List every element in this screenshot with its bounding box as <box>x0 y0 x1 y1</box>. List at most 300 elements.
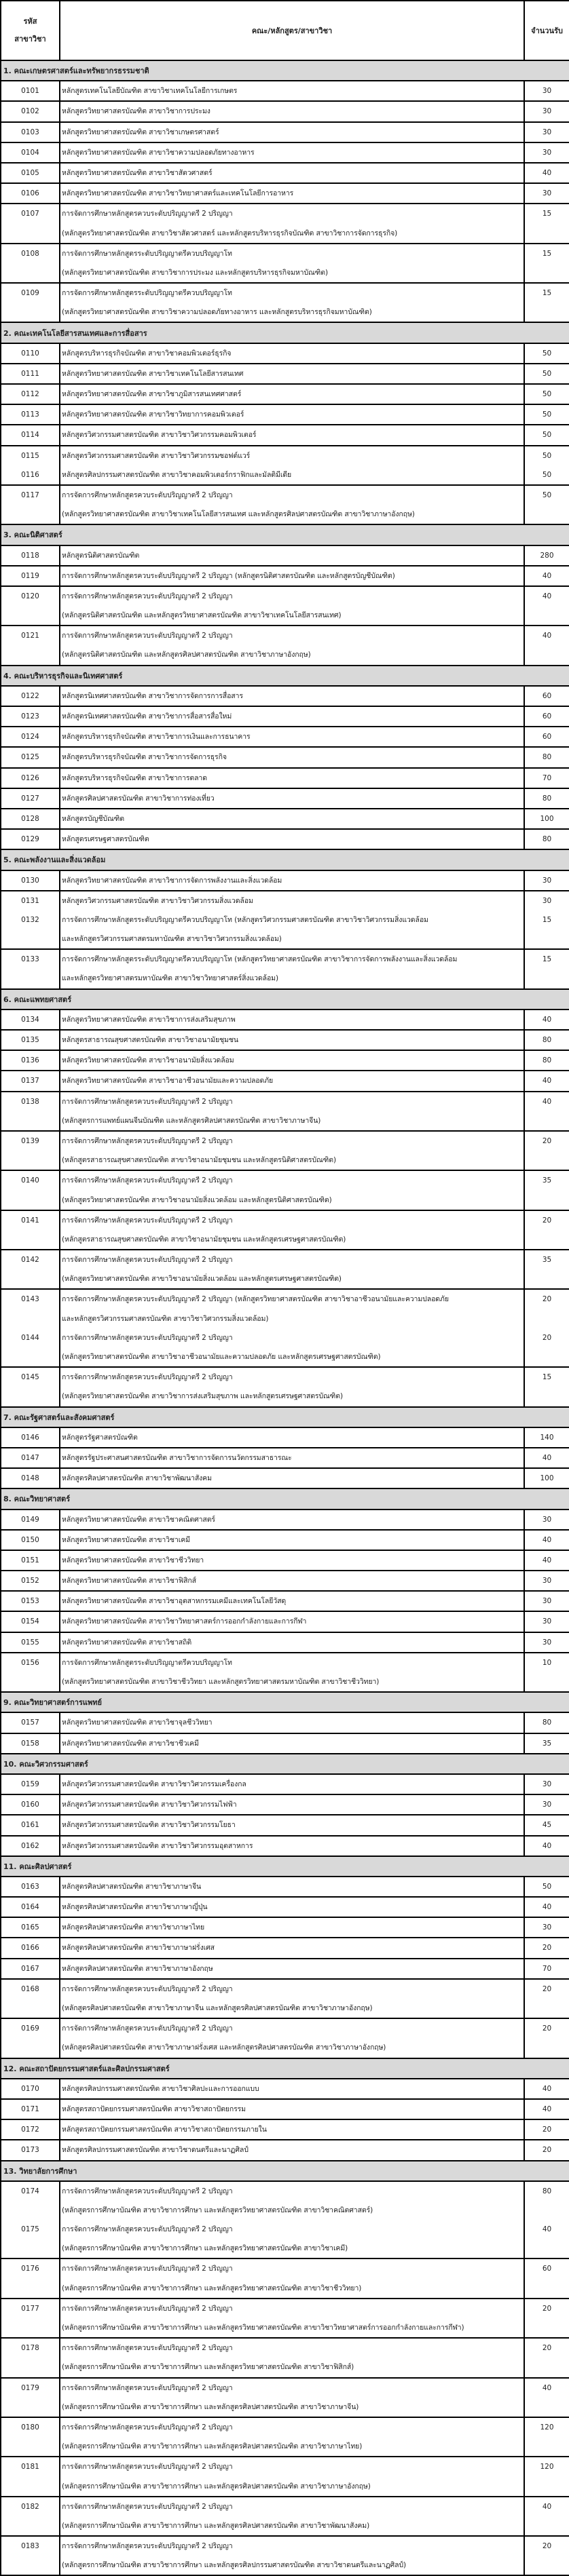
program-code <box>1 1979 60 2018</box>
program-name-line: และหลักสูตรวิทยาศาสตรมหาบัณฑิต สาขาวิชาวิทยาศาสตร์สิ่งแวดล้อม) <box>62 974 279 983</box>
admission-count-line: 40 <box>542 1453 552 1462</box>
admission-count <box>524 2119 569 2140</box>
program-code <box>1 183 60 204</box>
program-code-line: 0112 <box>21 390 39 398</box>
table-row <box>1 1550 569 1571</box>
program-name <box>60 1611 524 1632</box>
program-name-line: หลักสูตรวิทยาศาสตรบัณฑิต สาขาวิชาอุตสาหกรรมเคมีและเทคโนโลยีวัสดุ <box>62 1597 287 1606</box>
header-code-line-1: รหัส <box>23 17 37 26</box>
table-row <box>1 1092 569 1131</box>
program-code <box>1 1092 60 1131</box>
program-code-line: 0168 <box>21 1984 39 1993</box>
table-row <box>1 1632 569 1653</box>
table-row <box>1 1530 569 1550</box>
admission-count <box>524 1632 569 1653</box>
admission-count-line: 30 <box>542 87 552 96</box>
program-name <box>60 949 524 988</box>
program-code-line: 0101 <box>21 87 39 96</box>
admission-count-line: 30 <box>542 876 552 885</box>
program-code-line: 0176 <box>21 2265 39 2273</box>
admission-count-line: 70 <box>542 1964 552 1973</box>
admission-count-line: 20 <box>542 1136 552 1145</box>
program-code-line <box>1 2201 59 2220</box>
program-code <box>1 949 60 988</box>
admission-count <box>524 142 569 163</box>
program-code-line: 0123 <box>21 712 39 720</box>
program-name <box>60 1367 524 1406</box>
admission-count-line: 80 <box>542 2187 552 2195</box>
admission-count <box>524 2258 569 2298</box>
admission-count-line: 20 <box>542 2304 552 2313</box>
admission-count-line: 30 <box>542 1638 552 1647</box>
program-code <box>1 1591 60 1611</box>
admission-count <box>524 1877 569 1897</box>
admission-count <box>524 2338 569 2377</box>
program-code-line: 0135 <box>21 1036 39 1044</box>
admission-count-line: 20 <box>542 1984 552 1993</box>
program-code-line: 0108 <box>21 249 39 258</box>
program-name-line: และหลักสูตรวิศวกรรมศาสตรบัณฑิต สาขาวิชาวิศวกรรมสิ่งแวดล้อม) <box>62 1314 269 1323</box>
program-code-line: 0170 <box>21 2084 39 2093</box>
program-name-line: การจัดการศึกษาหลักสูตรควบระดับปริญญาตรี 2 ปริญญา <box>62 210 233 218</box>
program-code-line: 0159 <box>21 1780 39 1788</box>
program-code <box>1 545 60 566</box>
admission-count-line <box>525 1347 569 1366</box>
table-row <box>1 1210 569 1250</box>
program-code-line: 0126 <box>21 773 39 782</box>
program-name-line: หลักสูตรวิทยาศาสตรบัณฑิต สาขาวิชาสถิติ <box>62 1638 192 1647</box>
program-code-line: 0141 <box>21 1216 39 1225</box>
section-title: 13. วิทยาลัยการศึกษา <box>1 2161 569 2181</box>
admission-count <box>524 788 569 809</box>
program-code-line: 0104 <box>21 148 39 157</box>
program-name-line: หลักสูตรรัฐประศาสนศาสตรบัณฑิต สาขาวิชาการจัดการนวัตกรรมสาธารณะ <box>62 1453 292 1462</box>
program-name-line: การจัดการศึกษาหลักสูตรควบระดับปริญญาตรี 2 ปริญญา <box>62 2187 233 2195</box>
admission-count <box>524 1289 569 1367</box>
table-row <box>1 2079 569 2099</box>
table-row <box>1 1071 569 1091</box>
program-code-line: 0158 <box>21 1739 39 1748</box>
table-row <box>1 163 569 183</box>
program-name-line: (หลักสูตรศิลปศาสตรบัณฑิต สาขาวิชาภาษาจีน และหลักสูตรศิลปศาสตรบัณฑิต สาขาวิชาภาษาอังกฤษ) <box>62 2004 373 2012</box>
admission-count-line: 70 <box>542 773 552 782</box>
table-row <box>1 1836 569 1856</box>
admission-count-line: 50 <box>542 431 552 440</box>
admission-count <box>524 2140 569 2160</box>
admission-count <box>524 343 569 364</box>
program-name <box>60 768 524 788</box>
admission-count <box>524 283 569 322</box>
program-code <box>1 2119 60 2140</box>
program-code-line: 0114 <box>21 431 39 440</box>
program-name-line: หลักสูตรวิทยาศาสตรบัณฑิต สาขาวิชาเคมี <box>62 1535 190 1544</box>
admission-count-line: 45 <box>542 1821 552 1830</box>
program-code-line: 0160 <box>21 1801 39 1809</box>
admission-count <box>524 364 569 384</box>
admission-count-line: 80 <box>542 1036 552 1044</box>
program-code-line <box>1 2239 59 2258</box>
program-code-line: 0173 <box>21 2146 39 2155</box>
program-code <box>1 1210 60 1250</box>
table-row <box>1 1131 569 1170</box>
table-row <box>1 2457 569 2496</box>
section-title: 12. คณะสถาปัตยกรรมศาสตร์และศิลปกรรมศาสตร์ <box>1 2058 569 2079</box>
program-name <box>60 626 524 665</box>
program-code-line: 0181 <box>21 2463 39 2472</box>
admission-count-line: 80 <box>542 753 552 762</box>
admission-count-line: 40 <box>542 1077 552 1085</box>
program-name <box>60 244 524 283</box>
section-header-row <box>1 60 569 81</box>
admission-count <box>524 2079 569 2099</box>
admission-count <box>524 1367 569 1406</box>
program-name-line: หลักสูตรนิเทศศาสตรบัณฑิต สาขาวิชาการสื่อสารสื่อใหม่ <box>62 712 232 720</box>
admission-count <box>524 1050 569 1071</box>
program-name <box>60 1448 524 1468</box>
program-name-line: หลักสูตรวิทยาศาสตรบัณฑิต สาขาวิชาจุลชีววิทยา <box>62 1718 213 1727</box>
program-name <box>60 1010 524 1030</box>
table-row <box>1 949 569 988</box>
table-row <box>1 686 569 706</box>
program-name-line: การจัดการศึกษาหลักสูตรควบระดับปริญญาตรี 2 ปริญญา <box>62 2502 233 2511</box>
program-name-line: หลักสูตรสถาปัตยกรรมศาสตรบัณฑิต สาขาวิชาสถาปัตยกรรมภายใน <box>62 2126 267 2134</box>
program-name <box>60 2417 524 2457</box>
admission-count-line: 40 <box>542 1841 552 1850</box>
admission-count-line: 80 <box>542 794 552 803</box>
program-name-line: การจัดการศึกษาหลักสูตรควบระดับปริญญาตรี 2 ปริญญา <box>62 491 233 499</box>
program-name <box>60 1050 524 1071</box>
program-name-line: การจัดการศึกษาหลักสูตรควบระดับปริญญาตรี 2 ปริญญา <box>62 592 233 600</box>
admission-count-line: 40 <box>542 1097 552 1106</box>
program-code-line: 0163 <box>21 1882 39 1891</box>
table-row <box>1 2258 569 2298</box>
program-code-line <box>1 1309 59 1328</box>
program-name <box>60 2119 524 2140</box>
program-name <box>60 2338 524 2377</box>
program-name-line: การจัดการศึกษาหลักสูตรควบระดับปริญญาตรี 2 ปริญญา <box>62 1176 233 1185</box>
program-name <box>60 829 524 849</box>
admission-count <box>524 1836 569 1856</box>
table-row <box>1 404 569 425</box>
program-code-line: 0128 <box>21 814 39 823</box>
program-code <box>1 163 60 183</box>
table-row <box>1 1030 569 1050</box>
table-row <box>1 2140 569 2160</box>
program-name-line: หลักสูตรวิทยาศาสตรบัณฑิต สาขาวิชาเทคโนโลยีสารสนเทศ <box>62 369 244 378</box>
admission-count <box>524 545 569 566</box>
program-name-line: หลักสูตรวิศวกรรมศาสตรบัณฑิต สาขาวิชาวิศวกรรมซอฟต์แวร์ <box>62 451 251 460</box>
admission-count-line: 10 <box>542 1658 552 1667</box>
program-code-line: 0151 <box>21 1556 39 1564</box>
program-name-line: หลักสูตรสาธารณสุขศาสตรบัณฑิต สาขาวิชาอนามัยชุมชน <box>62 1036 238 1044</box>
program-name <box>60 142 524 163</box>
program-code <box>1 829 60 849</box>
program-code-line: 0182 <box>21 2502 39 2511</box>
program-name <box>60 2258 524 2298</box>
program-name <box>60 446 524 485</box>
admission-count <box>524 1591 569 1611</box>
table-row <box>1 1468 569 1488</box>
admission-count-line: 80 <box>542 835 552 844</box>
program-code-line: 0152 <box>21 1577 39 1585</box>
section-title: 9. คณะวิทยาศาสตร์การแพทย์ <box>1 1692 569 1712</box>
program-code <box>1 1030 60 1050</box>
program-name-line: (หลักสูตรสาธารณสุขศาสตรบัณฑิต สาขาวิชาอนามัยชุมชน และหลักสูตรเศรษฐศาสตรบัณฑิต) <box>62 1235 346 1244</box>
program-code <box>1 747 60 767</box>
program-code <box>1 81 60 101</box>
admission-count-line: 120 <box>540 2423 554 2431</box>
table-row <box>1 1938 569 1958</box>
table-row <box>1 1774 569 1794</box>
table-row <box>1 870 569 891</box>
admission-count-line: 40 <box>542 1015 552 1024</box>
program-code <box>1 2140 60 2160</box>
program-name-line: (หลักสูตรนิติศาสตรบัณฑิต และหลักสูตรศิลปศาสตรบัณฑิต สาขาวิชาภาษาอังกฤษ) <box>62 651 311 659</box>
program-name-line: หลักสูตรวิทยาศาสตรบัณฑิต สาขาวิชาความปลอดภัยทางอาหาร <box>62 148 255 157</box>
program-code <box>1 2338 60 2377</box>
admission-count-line: 20 <box>542 1216 552 1225</box>
admission-count <box>524 1250 569 1289</box>
program-name-line: (หลักสูตรการศึกษาบัณฑิต สาขาวิชาการศึกษา และหลักสูตรศิลปศาสตรบัณฑิต สาขาวิชาภาษาไทย) <box>62 2442 363 2451</box>
program-name-line: การจัดการศึกษาหลักสูตรควบระดับปริญญาตรี 2 ปริญญา (หลักสูตรนิติศาสตรบัณฑิต และหลักสูตรบัญชีบัณฑิต) <box>62 571 395 580</box>
admission-count-line: 60 <box>542 2265 552 2273</box>
admission-count <box>524 1010 569 1030</box>
admission-count <box>524 81 569 101</box>
program-code-line: 0122 <box>21 691 39 700</box>
program-code-line: 0138 <box>21 1097 39 1106</box>
program-code-line: 0148 <box>21 1474 39 1483</box>
program-name <box>60 1092 524 1131</box>
admission-count-line: 40 <box>542 2084 552 2093</box>
program-code-line: 0113 <box>21 410 39 419</box>
admission-count <box>524 1571 569 1591</box>
program-name <box>60 566 524 586</box>
program-code-line: 0110 <box>21 349 39 358</box>
admission-count <box>524 566 569 586</box>
admission-count-line: 50 <box>542 349 552 358</box>
admission-count <box>524 626 569 665</box>
admission-count-line: 50 <box>542 451 552 460</box>
table-row <box>1 2338 569 2377</box>
program-name <box>60 183 524 204</box>
admission-count <box>524 1794 569 1815</box>
program-code-line: 0147 <box>21 1453 39 1462</box>
program-name <box>60 586 524 626</box>
table-row <box>1 891 569 950</box>
admission-count <box>524 2457 569 2496</box>
program-name <box>60 2181 524 2259</box>
program-code-line: 0162 <box>21 1841 39 1850</box>
program-name <box>60 1571 524 1591</box>
section-title: 5. คณะพลังงานและสิ่งแวดล้อม <box>1 849 569 870</box>
program-code-line: 0116 <box>21 470 39 479</box>
admission-count-line: 50 <box>542 470 552 479</box>
admission-count-line: 20 <box>542 2024 552 2033</box>
program-name <box>60 1959 524 1979</box>
program-code-line: 0102 <box>21 107 39 116</box>
admission-count <box>524 2181 569 2259</box>
admission-count <box>524 1712 569 1733</box>
program-name-line: การจัดการศึกษาหลักสูตรควบระดับปริญญาตรี 2 ปริญญา <box>62 2265 233 2273</box>
admission-count <box>524 425 569 445</box>
table-row <box>1 1653 569 1692</box>
program-name-line: การจัดการศึกษาหลักสูตรควบระดับปริญญาตรี 2 ปริญญา <box>62 1216 233 1225</box>
program-name <box>60 1774 524 1794</box>
program-name-line: (หลักสูตรการศึกษาบัณฑิต สาขาวิชาการศึกษา และหลักสูตรวิทยาศาสตรบัณฑิต สาขาวิชาคณิตศาสตร์) <box>62 2206 373 2214</box>
header-program: คณะ/หลักสูตร/สาขาวิชา <box>60 1 524 60</box>
program-name-line: หลักสูตรวิทยาศาสตรบัณฑิต สาขาวิชาคณิตศาสตร์ <box>62 1515 215 1524</box>
program-code-line: 0139 <box>21 1136 39 1145</box>
program-code <box>1 2299 60 2338</box>
admission-count <box>524 1092 569 1131</box>
header-row <box>1 1 569 60</box>
program-name-line: หลักสูตรวิทยาศาสตรบัณฑิต สาขาวิชาชีวเคมี <box>62 1739 199 1748</box>
program-name-line: (หลักสูตรการศึกษาบัณฑิต สาขาวิชาการศึกษา และหลักสูตรวิทยาศาสตรบัณฑิต สาขาวิชาเคมี) <box>62 2244 348 2253</box>
admission-count-line: 30 <box>542 1801 552 1809</box>
program-name <box>60 2079 524 2099</box>
admission-count <box>524 2378 569 2417</box>
admission-count <box>524 1530 569 1550</box>
program-name <box>60 2299 524 2338</box>
admission-count-line: 30 <box>542 1515 552 1524</box>
table-row <box>1 809 569 829</box>
admission-count <box>524 727 569 747</box>
table-row <box>1 706 569 727</box>
admission-count <box>524 446 569 485</box>
program-name-line: การจัดการศึกษาหลักสูตรควบระดับปริญญาตรี 2 ปริญญา <box>62 2304 233 2313</box>
program-name <box>60 1170 524 1210</box>
program-code <box>1 1571 60 1591</box>
program-name <box>60 870 524 891</box>
program-code-line: 0177 <box>21 2304 39 2313</box>
program-name <box>60 343 524 364</box>
program-name <box>60 404 524 425</box>
program-code-line: 0157 <box>21 1718 39 1727</box>
program-name-line: หลักสูตรบริหารธุรกิจบัณฑิต สาขาวิชาคอมพิวเตอร์ธุรกิจ <box>62 349 232 358</box>
program-code-line: 0175 <box>21 2225 39 2234</box>
program-code <box>1 768 60 788</box>
program-code <box>1 686 60 706</box>
section-header-row <box>1 1754 569 1774</box>
program-name <box>60 545 524 566</box>
program-name-line: หลักสูตรเทคโนโลยีบัณฑิต สาขาวิชาเทคโนโลยีการเกษตร <box>62 87 238 96</box>
program-name <box>60 163 524 183</box>
program-code-line: 0153 <box>21 1597 39 1606</box>
program-code-line: 0105 <box>21 168 39 177</box>
program-code-line: 0120 <box>21 592 39 600</box>
admission-count-line: 30 <box>542 107 552 116</box>
admission-count <box>524 1611 569 1632</box>
program-name-line: การจัดการศึกษาหลักสูตรควบระดับปริญญาตรี 2 ปริญญา <box>62 2463 233 2472</box>
table-row <box>1 545 569 566</box>
program-code-line: 0171 <box>21 2104 39 2113</box>
table-row <box>1 626 569 665</box>
program-name-line: (หลักสูตรนิติศาสตรบัณฑิต และหลักสูตรวิทยาศาสตรบัณฑิต สาขาวิชาเทคโนโลยีสารสนเทศ) <box>62 611 342 620</box>
admission-count <box>524 747 569 767</box>
admission-count-line: 15 <box>542 1373 552 1382</box>
program-name <box>60 788 524 809</box>
program-name <box>60 2018 524 2058</box>
admission-count <box>524 870 569 891</box>
program-code-line: 0144 <box>21 1333 39 1342</box>
admission-count <box>524 1131 569 1170</box>
program-code-line: 0118 <box>21 551 39 560</box>
table-body <box>1 60 569 2575</box>
program-name <box>60 1250 524 1289</box>
program-name-line: การจัดการศึกษาหลักสูตรระดับปริญญาตรีควบปริญญาโท (หลักสูตรวิศวกรรมศาสตรบัณฑิต สาขาวิชาวิศวกรรมสิ่งแวดล้อม <box>62 915 428 924</box>
program-name <box>60 1794 524 1815</box>
admission-count-line: 40 <box>542 2383 552 2392</box>
program-name <box>60 384 524 404</box>
admission-count-line: 30 <box>542 189 552 198</box>
admission-count <box>524 686 569 706</box>
program-code-line: 0165 <box>21 1923 39 1932</box>
program-name-line: (หลักสูตรการแพทย์แผนจีนบัณฑิต และหลักสูตรศิลปศาสตรบัณฑิต สาขาวิชาภาษาจีน) <box>62 1116 321 1125</box>
admission-count <box>524 1815 569 1835</box>
program-name-line: การจัดการศึกษาหลักสูตรควบระดับปริญญาตรี 2 ปริญญา <box>62 1097 233 1106</box>
program-name-line: (หลักสูตรวิทยาศาสตรบัณฑิต สาขาวิชาอนามัยสิ่งแวดล้อม และหลักสูตรนิติศาสตรบัณฑิต) <box>62 1195 332 1204</box>
admission-count-line: 100 <box>540 814 554 823</box>
admission-count <box>524 829 569 849</box>
program-code <box>1 2536 60 2575</box>
admission-count <box>524 949 569 988</box>
program-code <box>1 283 60 322</box>
program-code-line: 0161 <box>21 1821 39 1830</box>
program-name-line: การจัดการศึกษาหลักสูตรระดับปริญญาตรีควบปริญญาโท (หลักสูตรวิทยาศาสตรบัณฑิต สาขาวิชาการจัดการพลังงานและสิ่งแวดล้อม <box>62 955 458 964</box>
admission-count <box>524 1774 569 1794</box>
program-name-line: หลักสูตรวิทยาศาสตรบัณฑิต สาขาวิชาวิทยาการคอมพิวเตอร์ <box>62 410 244 419</box>
admission-count <box>524 1550 569 1571</box>
program-name-line: การจัดการศึกษาหลักสูตรควบระดับปริญญาตรี 2 ปริญญา <box>62 2542 233 2551</box>
program-name-line: และหลักสูตรวิศวกรรมศาสตรมหาบัณฑิต สาขาวิชาวิศวกรรมสิ่งแวดล้อม) <box>62 935 282 944</box>
table-row <box>1 1959 569 1979</box>
program-name-line: (หลักสูตรการศึกษาบัณฑิต สาขาวิชาการศึกษา และหลักสูตรวิทยาศาสตรบัณฑิต สาขาวิชาวิทยาศาสตร์การออกกำลังกายและการกีฬา) <box>62 2324 464 2332</box>
admission-count <box>524 586 569 626</box>
admission-count-line: 30 <box>542 128 552 136</box>
program-code <box>1 2497 60 2536</box>
program-code-line: 0149 <box>21 1515 39 1524</box>
program-name <box>60 1917 524 1938</box>
table-row <box>1 2497 569 2536</box>
program-code-line: 0129 <box>21 835 39 844</box>
table-row <box>1 1448 569 1468</box>
program-name <box>60 2457 524 2496</box>
program-code <box>1 1632 60 1653</box>
program-name <box>60 122 524 142</box>
program-name-line: (หลักสูตรการศึกษาบัณฑิต สาขาวิชาการศึกษา และหลักสูตรวิทยาศาสตรบัณฑิต สาขาวิชาชีววิทยา) <box>62 2284 362 2292</box>
admission-count <box>524 485 569 524</box>
admission-count <box>524 1427 569 1448</box>
admission-count <box>524 706 569 727</box>
table-row <box>1 829 569 849</box>
admission-count <box>524 101 569 121</box>
program-code-line: 0183 <box>21 2542 39 2551</box>
admission-count-line: 50 <box>542 491 552 499</box>
program-name-line: หลักสูตรศิลปศาสตรบัณฑิต สาขาวิชาภาษาญี่ปุ่น <box>62 1903 208 1912</box>
program-code-line: 0109 <box>21 289 39 298</box>
admission-count <box>524 768 569 788</box>
program-code <box>1 425 60 445</box>
section-header-row <box>1 849 569 870</box>
program-name-line: การจัดการศึกษาหลักสูตรควบระดับปริญญาตรี 2 ปริญญา <box>62 1136 233 1145</box>
section-title: 1. คณะเกษตรศาสตร์และทรัพยากรธรรมชาติ <box>1 60 569 81</box>
program-code-line: 0107 <box>21 210 39 218</box>
admission-count-line: 30 <box>542 1617 552 1626</box>
admission-count <box>524 122 569 142</box>
program-name-line: หลักสูตรนิเทศศาสตรบัณฑิต สาขาวิชาการจัดการการสื่อสาร <box>62 691 243 700</box>
admission-count-line: 35 <box>542 1739 552 1748</box>
program-name-line: (หลักสูตรวิทยาศาสตรบัณฑิต สาขาวิชาอนามัยสิ่งแวดล้อม และหลักสูตรเศรษฐศาสตรบัณฑิต) <box>62 1275 342 1284</box>
